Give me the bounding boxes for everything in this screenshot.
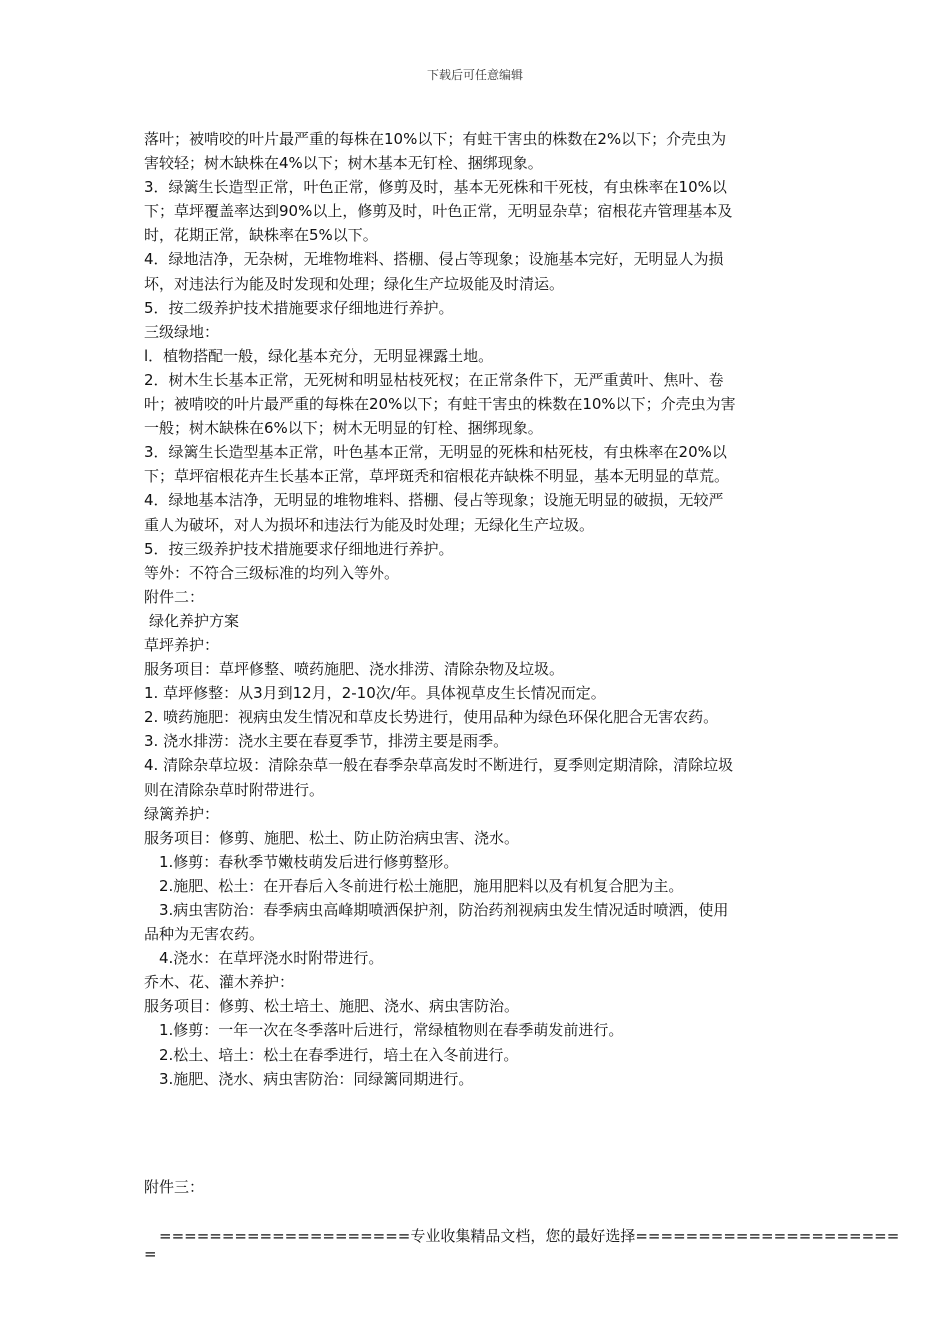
text-line: 服务项目：草坪修整、喷药施肥、浇水排涝、清除杂物及垃圾。 — [144, 660, 565, 679]
text-line: 一般；树木缺株在6%以下；树木无明显的钉栓、捆绑现象。 — [144, 419, 543, 438]
text-line: 1.修剪：一年一次在冬季落叶后进行，常绿植物则在春季萌发前进行。 — [159, 1021, 624, 1040]
text-line: 服务项目：修剪、施肥、松土、防止防治病虫害、浇水。 — [144, 828, 520, 847]
text-line: 坏，对违法行为能及时发现和处理；绿化生产垃圾能及时清运。 — [144, 274, 565, 293]
text-line: 3．绿篱生长造型正常，叶色正常，修剪及时，基本无死株和干死枝，有虫株率在10%以 — [144, 178, 727, 197]
text-line: 绿化养护方案 — [149, 611, 240, 630]
text-line: 3．绿篱生长造型基本正常，叶色基本正常，无明显的死株和枯死枝，有虫株率在20%以 — [144, 443, 727, 462]
text-line: 时，花期正常，缺株率在5%以下。 — [144, 226, 378, 245]
text-line: 4.浇水：在草坪浇水时附带进行。 — [159, 949, 384, 968]
text-line: 服务项目：修剪、松土培土、施肥、浇水、病虫害防治。 — [144, 997, 520, 1016]
text-line: 下；草坪覆盖率达到90%以上，修剪及时，叶色正常，无明显杂草；宿根花卉管理基本及 — [144, 202, 733, 221]
text-line: 1. 草坪修整：从3月到12月，2-10次/年。具体视草皮生长情况而定。 — [144, 684, 606, 703]
text-line: 3.施肥、浇水、病虫害防治：同绿篱同期进行。 — [159, 1069, 474, 1088]
text-line: 3. 浇水排涝：浇水主要在春夏季节，排涝主要是雨季。 — [144, 732, 509, 751]
text-line: 5．按三级养护技术措施要求仔细地进行养护。 — [144, 539, 454, 558]
text-line: 等外：不符合三级标准的均列入等外。 — [144, 563, 400, 582]
text-line: 3.病虫害防治：春季病虫高峰期喷洒保护剂，防治药剂视病虫发生情况适时喷洒，使用 — [159, 901, 729, 919]
text-line: 2.松土、培土：松土在春季进行，培土在入冬前进行。 — [159, 1045, 519, 1064]
text-line: 害较轻；树木缺株在4%以下；树木基本无钉栓、捆绑现象。 — [144, 154, 543, 173]
text-line: 1.修剪：春秋季节嫩枝萌发后进行修剪整形。 — [159, 852, 459, 871]
text-line: 2．树木生长基本正常，无死树和明显枯枝死杈；在正常条件下，无严重黄叶、焦叶、卷 — [144, 370, 724, 389]
text-line: 叶；被啃咬的叶片最严重的每株在20%以下；有蛀干害虫的株数在10%以下；介壳虫为害 — [144, 395, 736, 414]
text-line: 绿篱养护： — [144, 804, 220, 823]
page-header: 下载后可任意编辑 — [426, 68, 523, 82]
text-line: 2. 喷药施肥：视病虫发生情况和草皮长势进行，使用品种为绿色环保化肥合无害农药。 — [144, 708, 719, 727]
text-line: 4. 清除杂草垃圾：清除杂草一般在春季杂草高发时不断进行，夏季则定期清除，清除垃圾 — [144, 756, 734, 775]
text-line: 4．绿地洁净，无杂树，无堆物堆料、搭棚、侵占等现象；设施基本完好，无明显人为损 — [144, 250, 724, 269]
text-line: 下；草坪宿根花卉生长基本正常，草坪斑秃和宿根花卉缺株不明显，基本无明显的草荒。 — [144, 467, 730, 486]
text-line: 品种为无害农药。 — [144, 925, 265, 944]
text-line: 重人为破坏，对人为损坏和违法行为能及时处理；无绿化生产垃圾。 — [144, 515, 595, 534]
text-line: 草坪养护： — [144, 635, 220, 654]
text-line: 4．绿地基本洁净，无明显的堆物堆料、搭棚、侵占等现象；设施无明显的破损，无较严 — [144, 491, 724, 510]
footer-banner: ====================专业收集精品文档，您的最好选择===================== — [159, 1227, 900, 1245]
text-line: 附件二： — [144, 587, 205, 606]
footer-banner-tail: = — [144, 1245, 157, 1263]
appendix-three-heading: 附件三： — [144, 1178, 205, 1196]
text-line: 5．按二级养护技术措施要求仔细地进行养护。 — [144, 298, 454, 317]
text-line: 则在清除杂草时附带进行。 — [144, 780, 325, 799]
text-line: 三级绿地： — [144, 322, 220, 341]
document-body — [144, 127, 808, 1091]
text-line: l．植物搭配一般，绿化基本充分，无明显裸露土地。 — [144, 346, 494, 365]
text-line: 落叶；被啃咬的叶片最严重的每株在10%以下；有蛀干害虫的株数在2%以下；介壳虫为 — [144, 130, 727, 148]
text-line: 乔木、花、灌木养护： — [144, 973, 295, 992]
text-line: 2.施肥、松土：在开春后入冬前进行松土施肥，施用肥料以及有机复合肥为主。 — [159, 876, 684, 895]
